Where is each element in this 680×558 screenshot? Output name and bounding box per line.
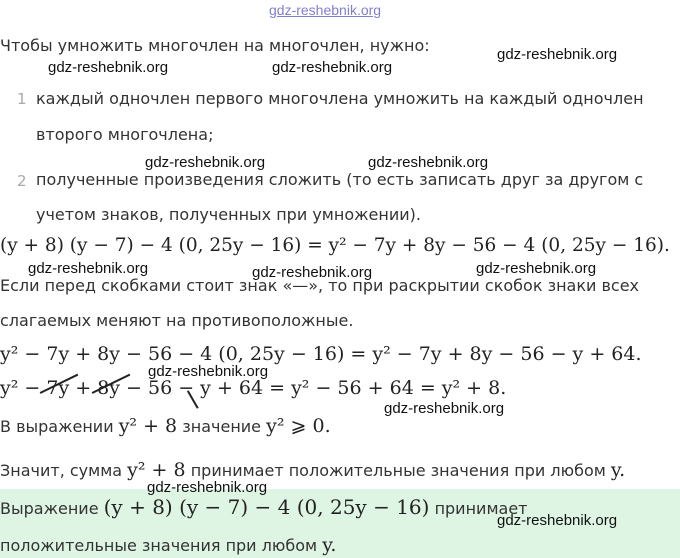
statement-line — [0, 416, 331, 437]
watermark: gdz-reshebnik.org — [148, 363, 269, 380]
math-variable: y. — [610, 459, 626, 481]
step-number: 1 — [17, 90, 27, 108]
math-expression: y² + 8 — [118, 415, 178, 437]
watermark: gdz-reshebnik.org — [368, 154, 489, 171]
conclusion-line — [0, 535, 336, 556]
math-expression: (y + 8) (y − 7) − 4 (0, 25y − 16) — [103, 495, 430, 519]
watermark-top[interactable]: gdz-reshebnik.org — [269, 2, 382, 18]
statement-text: В выражении — [0, 417, 114, 436]
watermark: gdz-reshebnik.org — [147, 479, 268, 496]
watermark: gdz-reshebnik.org — [497, 512, 618, 529]
step-text: учетом знаков, полученных при умножении). — [36, 205, 421, 224]
equation-1: (y + 8) (y − 7) − 4 (0, 25y − 16) = y² − 7y + 8y − 56 − 4 (0, 25y − 16). — [0, 235, 670, 256]
statement-text: значение — [182, 417, 262, 436]
step-text: каждый одночлен первого многочлена умножить на каждый одночлен — [36, 89, 644, 108]
math-variable: y. — [322, 534, 337, 556]
equation-2: y² − 7y + 8y − 56 − 4 (0, 25y − 16) = y² − 7y + 8y − 56 − y + 64. — [0, 343, 642, 365]
watermark: gdz-reshebnik.org — [145, 154, 266, 171]
math-expression: y² + 8 — [127, 459, 186, 481]
watermark: gdz-reshebnik.org — [476, 260, 597, 277]
statement-line — [0, 460, 625, 481]
watermark: gdz-reshebnik.org — [48, 59, 169, 76]
watermark: gdz-reshebnik.org — [384, 400, 505, 417]
watermark: gdz-reshebnik.org — [252, 264, 373, 281]
step-text: полученные произведения сложить (то есть записать друг за другом с — [36, 170, 644, 189]
step-number: 2 — [17, 172, 27, 190]
equation-3: y² − 7y + 8y − 56 − y + 64 = y² − 56 + 64 = y² + 8. — [0, 377, 507, 399]
conclusion-text: принимает — [434, 499, 528, 518]
watermark: gdz-reshebnik.org — [28, 260, 149, 277]
conclusion-line — [0, 497, 527, 519]
conclusion-text: Выражение — [0, 499, 99, 518]
watermark: gdz-reshebnik.org — [497, 46, 618, 63]
conclusion-text: положительные значения при любом — [0, 536, 318, 555]
statement-text: принимает положительные значения при любом — [190, 461, 606, 480]
statement-text: Значит, сумма — [0, 461, 123, 480]
rule-text: слагаемых меняют на противоположные. — [0, 311, 354, 330]
watermark: gdz-reshebnik.org — [272, 59, 393, 76]
step-text: второго многочлена; — [36, 125, 214, 144]
rule-text: Если перед скобками стоит знак «—», то при раскрытии скобок знаки всех — [0, 276, 640, 295]
math-expression: y² ⩾ 0. — [266, 415, 331, 437]
intro-text: Чтобы умножить многочлен на многочлен, нужно: — [0, 36, 430, 55]
